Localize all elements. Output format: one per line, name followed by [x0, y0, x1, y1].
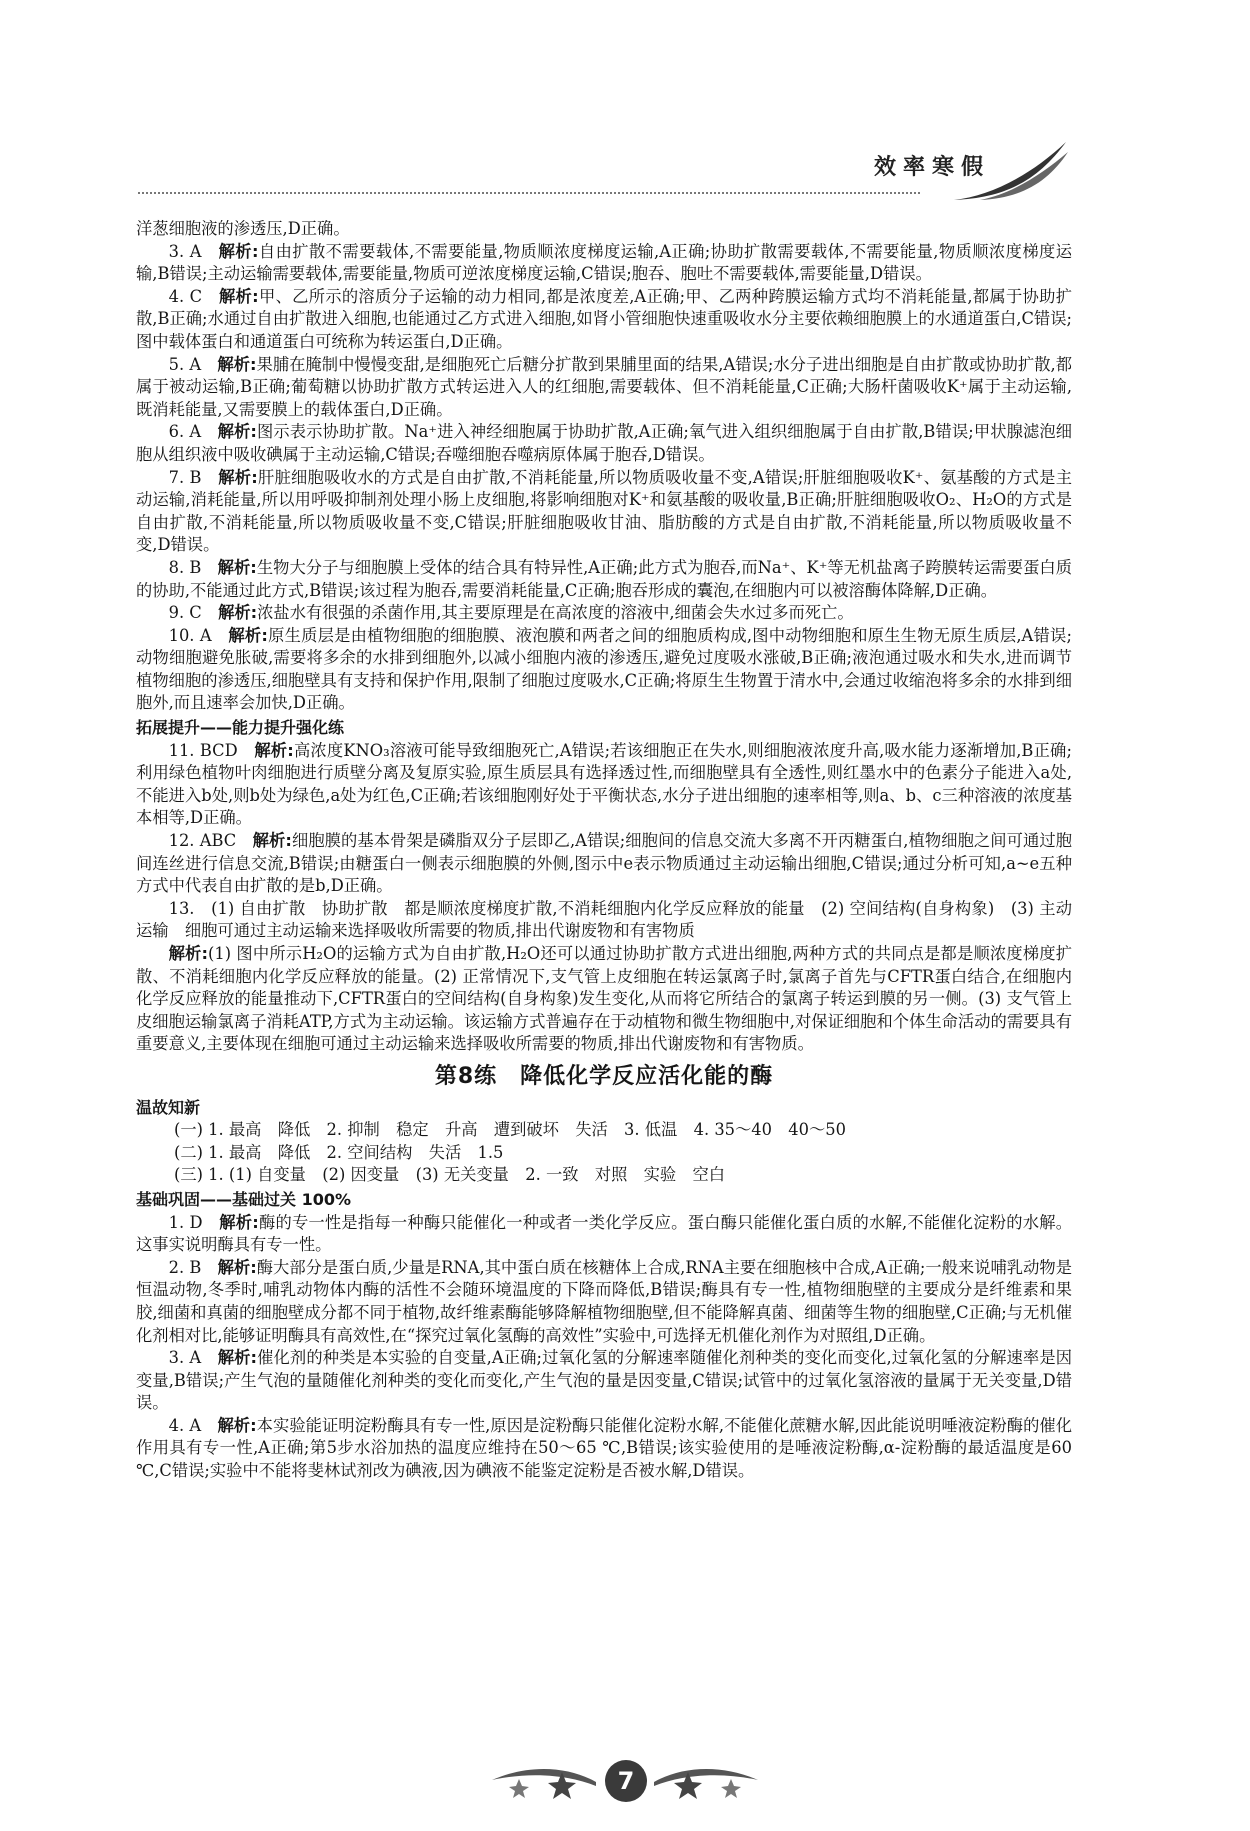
item-text: 催化剂的种类是本实验的自变量,A正确;过氧化氢的分解速率随催化剂种类的变化而变化,过氧化氢的分解速率是因变量,B错误;产生气泡的量随催化剂种类的变化而变化,产生气泡的量是因变量,C错误;试管中的过氧化氢溶液的量属于无关变量,D错误。 — [136, 1348, 1072, 1413]
answer-item — [136, 1415, 1072, 1483]
item-number: 8. B — [168, 557, 202, 577]
header-title: 效率寒假 — [873, 155, 990, 180]
section-heading: 拓展提升——能力提升强化练 — [136, 718, 345, 738]
item-number: 3. A — [168, 1348, 202, 1368]
item-number: 13. — [168, 898, 195, 918]
star-ornament-right-icon — [652, 1756, 762, 1806]
analysis-label: 解析: — [254, 740, 294, 760]
analysis-label: 解析: — [218, 286, 259, 306]
star-ornament-left-icon — [488, 1756, 598, 1806]
analysis-label: 解析: — [252, 831, 292, 851]
answer-item — [136, 557, 1072, 602]
item-number: 12. ABC — [168, 831, 237, 851]
answer-item — [136, 421, 1072, 466]
answer-item — [136, 1347, 1072, 1415]
page-footer — [0, 1752, 1250, 1812]
answer-item — [136, 625, 1072, 715]
item-text: 本实验能证明淀粉酶具有专一性,原因是淀粉酶只能催化淀粉水解,不能催化蔗糖水解,因此能说明唾液淀粉酶的催化作用具有专一性,A正确;第5步水浴加热的温度应维持在50～65 ℃,B错误;该实验使用的是唾液淀粉酶,α-淀粉酶的最适温度是60 ℃,C错误;实验中不能将斐林试剂改为碘液,因为碘液不能鉴定淀粉是否被水解,D错误。 — [136, 1415, 1072, 1481]
analysis-label: 解析: — [217, 422, 257, 442]
answer-item — [136, 740, 1072, 830]
header-dotted-rule — [138, 192, 920, 194]
item-number: 10. A — [168, 625, 212, 645]
item-text: 浓盐水有很强的杀菌作用,其主要原理是在高浓度的溶液中,细菌会失水过多而死亡。 — [257, 603, 854, 623]
answer-item — [136, 241, 1072, 286]
answer-line: (二) 1. 最高 降低 2. 空间结构 失活 1.5 — [174, 1142, 504, 1162]
answer-item — [136, 354, 1072, 422]
continued-paragraph: 洋葱细胞液的渗透压,D正确。 — [136, 219, 350, 238]
item-text: 细胞膜的基本骨架是磷脂双分子层即乙,A错误;细胞间的信息交流大多离不开丙糖蛋白,植物细胞之间可通过胞间连丝进行信息交流,B错误;由糖蛋白一侧表示细胞膜的外侧,图示中e表示物质通过主动运输出细胞,C错误;通过分析可知,a~e五种方式中代表自由扩散的是b,D正确。 — [136, 831, 1072, 896]
page-header — [138, 140, 1070, 210]
item-number: 4. C — [168, 286, 203, 306]
answer-text-body — [136, 218, 1072, 1483]
analysis-label: 解析: — [219, 1212, 259, 1232]
item-number: 9. C — [168, 603, 202, 623]
item-number: 4. A — [168, 1415, 202, 1435]
item-text: 生物大分子与细胞膜上受体的结合具有特异性,A正确;此方式为胞吞,而Na⁺、K⁺等无机盐离子跨膜转运需要蛋白质的协助,不能通过此方式,B错误;该过程为胞吞,需要消耗能量,C正确;胞吞形成的囊泡,在细胞内可以被溶酶体降解,D正确。 — [136, 557, 1072, 600]
item-text: 原生质层是由植物细胞的细胞膜、液泡膜和两者之间的细胞质构成,图中动物细胞和原生生物无原生质层,A错误;动物细胞避免胀破,需要将多余的水排到细胞外,以减小细胞内液的渗透压,避免过度吸水涨破,B正确;液泡通过吸水和失水,进而调节植物细胞的渗透压,细胞壁具有支持和保护作用,限制了细胞过度吸水,C正确;将原生生物置于清水中,会通过收缩泡将多余的水排到细胞外,而且速率会加快,D正确。 — [136, 625, 1072, 713]
section-heading: 温故知新 — [136, 1097, 201, 1117]
item-number: 11. BCD — [168, 740, 238, 760]
answer-item — [136, 602, 1072, 625]
answer-line: (三) 1. (1) 自变量 (2) 因变量 (3) 无关变量 2. 一致 对照 实验 空白 — [174, 1165, 726, 1185]
page-number: 7 — [605, 1760, 647, 1802]
analysis-label: 解析: — [218, 467, 258, 487]
item-text: 甲、乙所示的溶质分子运输的动力相同,都是浓度差,A正确;甲、乙两种跨膜运输方式均不消耗能量,都属于协助扩散,B正确;水通过自由扩散进入细胞,也能通过乙方式进入细胞,如肾小管细胞快速重吸收水分主要依赖细胞膜上的水通道蛋白,C错误;图中载体蛋白和通道蛋白可统称为转运蛋白,D正确。 — [136, 286, 1072, 351]
analysis-label: 解析: — [218, 603, 258, 623]
item-text: (1) 自由扩散 协助扩散 都是顺浓度梯度扩散,不消耗细胞内化学反应释放的能量 (2) 空间结构(自身构象) (3) 主动运输 细胞可通过主动运输来选择吸收所需要的物质,排出代谢废物和有害物质 — [136, 898, 1072, 941]
answer-line: (一) 1. 最高 降低 2. 抑制 稳定 升高 遭到破坏 失活 3. 低温 4. 35～40 40～50 — [174, 1120, 847, 1140]
item-text: 肝脏细胞吸收水的方式是自由扩散,不消耗能量,所以物质吸收量不变,A错误;肝脏细胞吸收K⁺、氨基酸的方式是主动运输,消耗能量,所以用呼吸抑制剂处理小肠上皮细胞,将影响细胞对K⁺和氨基酸的吸收量,B正确;肝脏细胞吸收O₂、H₂O的方式是自由扩散,不消耗能量,所以物质吸收量不变,C错误;肝脏细胞吸收甘油、脂肪酸的方式是自由扩散,不消耗能量,所以物质吸收量不变,D错误。 — [136, 467, 1072, 555]
item-text: 果脯在腌制中慢慢变甜,是细胞死亡后糖分扩散到果脯里面的结果,A错误;水分子进出细胞是自由扩散或协助扩散,都属于被动运输,B正确;葡萄糖以协助扩散方式转运进入人的红细胞,需要载体、但不消耗能量,C正确;大肠杆菌吸收K⁺属于主动运输,既消耗能量,又需要膜上的载体蛋白,D正确。 — [136, 354, 1072, 419]
answer-item — [136, 943, 1072, 1056]
answer-item — [136, 467, 1072, 557]
item-number: 1. D — [168, 1212, 203, 1232]
analysis-label: 解析: — [217, 354, 257, 374]
item-text: 酶的专一性是指每一种酶只能催化一种或者一类化学反应。蛋白酶只能催化蛋白质的水解,不能催化淀粉的水解。这事实说明酶具有专一性。 — [136, 1212, 1072, 1255]
chapter-title: 第8练 降低化学反应活化能的酶 — [434, 1063, 774, 1089]
item-text: 酶大部分是蛋白质,少量是RNA,其中蛋白质在核糖体上合成,RNA主要在细胞核中合成,A正确;一般来说哺乳动物是恒温动物,冬季时,哺乳动物体内酶的活性不会随环境温度的下降而降低,B错误;酶具有专一性,植物细胞壁的主要成分是纤维素和果胶,细菌和真菌的细胞壁成分都不同于植物,故纤维素酶能够降解植物细胞壁,但不能降解真菌、细菌等生物的细胞壁,C正确;与无机催化剂相对比,能够证明酶具有高效性,在“探究过氧化氢酶的高效性”实验中,可选择无机催化剂作为对照组,D正确。 — [136, 1257, 1072, 1345]
answer-item — [136, 898, 1072, 943]
analysis-label: 解析: — [228, 625, 268, 645]
analysis-label: 解析: — [217, 1415, 257, 1435]
answer-item — [136, 830, 1072, 898]
analysis-label: 解析: — [217, 1257, 257, 1277]
item-number: 6. A — [168, 422, 202, 442]
answer-item — [136, 286, 1072, 354]
item-text: 高浓度KNO₃溶液可能导致细胞死亡,A错误;若该细胞正在失水,则细胞液浓度升高,吸水能力逐渐增加,B正确;利用绿色植物叶肉细胞进行质壁分离及复原实验,原生质层具有选择透过性,而细胞壁具有全透性,则红墨水中的色素分子能进入a处,不能进入b处,则b处为绿色,a处为红色,C正确;若该细胞刚好处于平衡状态,水分子进出细胞的速率相等,则a、b、c三种溶液的浓度基本相等,D正确。 — [136, 740, 1072, 828]
analysis-label: 解析: — [217, 557, 257, 577]
item-number: 3. A — [168, 241, 202, 261]
analysis-label: 解析: — [218, 241, 259, 261]
item-text: 自由扩散不需要载体,不需要能量,物质顺浓度梯度运输,A正确;协助扩散需要载体,不需要能量,物质顺浓度梯度运输,B错误;主动运输需要载体,需要能量,物质可逆浓度梯度运输,C错误;胞吞、胞吐不需要载体,需要能量,D错误。 — [136, 241, 1072, 284]
item-text: (1) 图中所示H₂O的运输方式为自由扩散,H₂O还可以通过协助扩散方式进出细胞,两种方式的共同点是都是顺浓度梯度扩散、不消耗细胞内化学反应释放的能量。(2) 正常情况下,支气管上皮细胞在转运氯离子时,氯离子首先与CFTR蛋白结合,在细胞内化学反应释放的能量推动下,CFTR蛋白的空间结构(自身构象)发生变化,从而将它所结合的氯离子转运到膜的另一侧。(3) 支气管上皮细胞运输氯离子消耗ATP,方式为主动运输。该运输方式普遍存在于动植物和微生物细胞中,对保证细胞和个体生命活动的需要具有重要意义,主要体现在细胞可通过主动运输来选择吸收所需要的物质,排出代谢废物和有害物质。 — [136, 944, 1072, 1054]
answer-item — [136, 1212, 1072, 1257]
item-number: 5. A — [168, 354, 202, 374]
item-number: 2. B — [168, 1257, 202, 1277]
answer-item — [136, 1257, 1072, 1347]
analysis-label: 解析: — [168, 944, 209, 963]
section-heading: 基础巩固——基础过关 100% — [136, 1189, 352, 1209]
swoosh-ornament-icon — [950, 140, 1070, 202]
analysis-label: 解析: — [217, 1348, 258, 1368]
item-number: 7. B — [168, 467, 202, 487]
item-text: 图示表示协助扩散。Na⁺进入神经细胞属于协助扩散,A正确;氧气进入组织细胞属于自由扩散,B错误;甲状腺滤泡细胞从组织液中吸收碘属于主动运输,C错误;吞噬细胞吞噬病原体属于胞吞,D错误。 — [136, 422, 1073, 464]
